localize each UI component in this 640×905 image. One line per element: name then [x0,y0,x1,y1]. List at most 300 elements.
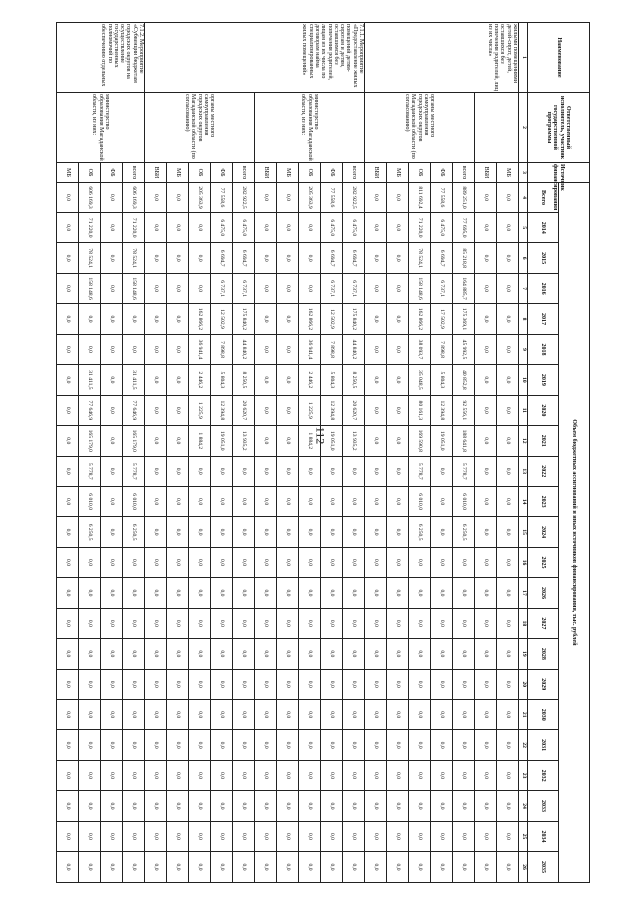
funding-value: 6 737,1 [321,273,343,303]
funding-value: 77 558,6 [431,183,453,213]
funding-value: 5 778,7 [409,456,431,486]
funding-value: 0,0 [167,273,189,303]
funding-value: 0,0 [255,273,277,303]
funding-value: 165 179,0 [79,426,101,456]
funding-value: 0,0 [189,791,211,821]
funding-value: 169 590,8 [409,426,431,456]
funding-value: 0,0 [167,517,189,547]
funding-value: 0,0 [387,334,409,364]
funding-value: 0,0 [475,517,497,547]
funding-value: 0,0 [343,456,365,486]
funding-value: 165 179,0 [123,426,145,456]
funding-value: 0,0 [497,183,519,213]
funding-value: 1 884,2 [299,426,321,456]
header-funding-group: Объем бюджетных ассигнований и иных источников финансирования, тыс. рублей [559,183,590,883]
funding-value: 0,0 [123,852,145,883]
funding-value: 0,0 [321,608,343,638]
funding-value: 17 502,9 [431,304,453,334]
page-number: 112 [313,426,328,445]
funding-value: 0,0 [145,213,167,243]
funding-value: 0,0 [409,852,431,883]
header-name: Наименование [528,23,590,93]
table-row [497,23,519,883]
funding-value: 0,0 [167,547,189,577]
funding-value: 0,0 [365,304,387,334]
funding-value: 5 804,3 [211,365,233,395]
funding-value: 0,0 [211,547,233,577]
funding-value: 0,0 [299,213,321,243]
funding-value: 0,0 [453,700,475,730]
funding-value: 1 884,2 [189,426,211,456]
funding-value: 0,0 [79,578,101,608]
funding-value: 0,0 [343,760,365,790]
funding-value: 0,0 [365,578,387,608]
funding-value: 19 051,0 [211,426,233,456]
funding-value: 0,0 [189,273,211,303]
funding-value: 0,0 [255,395,277,425]
funding-value: 0,0 [101,852,123,883]
funding-value: 0,0 [57,852,79,883]
funding-value: 0,0 [255,608,277,638]
funding-value: 0,0 [233,578,255,608]
funding-value: 0,0 [145,273,167,303]
header-year: 2029 [528,669,559,699]
funding-value: 0,0 [145,456,167,486]
funding-value: 0,0 [475,608,497,638]
funding-value: 0,0 [299,547,321,577]
funding-value: 0,0 [167,639,189,669]
funding-value: 0,0 [299,578,321,608]
funding-value: 0,0 [475,304,497,334]
funding-value: 0,0 [211,639,233,669]
funding-value: 85 218,8 [453,243,475,273]
funding-value: 5 778,7 [453,456,475,486]
funding-value: 0,0 [475,852,497,883]
funding-value: 0,0 [79,821,101,851]
funding-value: 0,0 [167,395,189,425]
funding-value: 0,0 [167,304,189,334]
funding-value: 0,0 [277,700,299,730]
funding-value: 0,0 [255,821,277,851]
column-number: 13 [519,456,528,486]
funding-value: 0,0 [497,243,519,273]
funding-value: 0,0 [365,486,387,516]
funding-value: 0,0 [497,608,519,638]
funding-value: 77 695,0 [453,213,475,243]
funding-value: 12 502,9 [211,304,233,334]
funding-value: 0,0 [233,852,255,883]
funding-value: 0,0 [145,669,167,699]
funding-value: 0,0 [57,821,79,851]
funding-value: 6 475,0 [431,213,453,243]
funding-value: 0,0 [123,669,145,699]
funding-value: 0,0 [475,791,497,821]
funding-value: 13 935,2 [233,426,255,456]
funding-source: ОБ [79,163,101,183]
funding-value: 0,0 [343,791,365,821]
funding-value: 0,0 [211,608,233,638]
header-year: 2032 [528,760,559,790]
funding-value: 0,0 [211,456,233,486]
column-number: 22 [519,730,528,760]
funding-value: 0,0 [167,456,189,486]
funding-value: 162 866,2 [189,304,211,334]
funding-value: 0,0 [343,821,365,851]
funding-value: 282 922,5 [233,183,255,213]
funding-value: 175 840,2 [343,304,365,334]
header-year: 2025 [528,547,559,577]
funding-value: 0,0 [211,517,233,547]
funding-value: 6 250,5 [409,517,431,547]
funding-value: 0,0 [409,578,431,608]
funding-value: 36 941,4 [299,334,321,364]
funding-value: 205 363,9 [189,183,211,213]
funding-value: 0,0 [167,821,189,851]
header-year: 2035 [528,852,559,883]
funding-value: 175 840,2 [233,304,255,334]
funding-value: 0,0 [475,243,497,273]
funding-value: 0,0 [475,213,497,243]
funding-value: 0,0 [233,821,255,851]
funding-value: 0,0 [167,426,189,456]
funding-value: 0,0 [343,730,365,760]
funding-value: 12 394,8 [211,395,233,425]
funding-value: 0,0 [299,852,321,883]
funding-value: 0,0 [79,639,101,669]
funding-value: 77 646,9 [79,395,101,425]
funding-value: 0,0 [497,273,519,303]
funding-value: 0,0 [233,486,255,516]
funding-source: МБ [57,163,79,183]
funding-value: 0,0 [167,486,189,516]
header-year: 2023 [528,486,559,516]
funding-value: 0,0 [343,547,365,577]
funding-value: 0,0 [57,273,79,303]
funding-value: 0,0 [475,578,497,608]
header-year: 2034 [528,821,559,851]
funding-value: 20 620,7 [233,395,255,425]
funding-value: 8 250,5 [233,365,255,395]
funding-value: 0,0 [211,791,233,821]
funding-value: 0,0 [409,608,431,638]
funding-value: 0,0 [277,243,299,273]
funding-source: ОБ [299,163,321,183]
funding-value: 0,0 [233,700,255,730]
header-year: 2019 [528,365,559,395]
funding-value: 0,0 [57,334,79,364]
funding-value: 0,0 [497,760,519,790]
funding-value: 0,0 [299,669,321,699]
responsible-executor: органы местного самоуправления городских округов Магаданской области (по согласованию) [365,93,475,163]
funding-value: 0,0 [233,791,255,821]
funding-value: 77 558,6 [211,183,233,213]
funding-value: 6 010,0 [453,486,475,516]
funding-value: 0,0 [497,517,519,547]
funding-value: 8 250,5 [343,365,365,395]
funding-value: 0,0 [387,456,409,486]
column-number: 16 [519,547,528,577]
header-year: 2016 [528,273,559,303]
funding-value: 71 220,0 [123,213,145,243]
funding-value: 0,0 [277,304,299,334]
funding-value: 0,0 [387,365,409,395]
funding-value: 0,0 [123,730,145,760]
funding-value: 0,0 [475,639,497,669]
funding-value: 6 737,1 [233,273,255,303]
table-row [123,23,145,883]
funding-value: 0,0 [79,852,101,883]
funding-value: 0,0 [211,578,233,608]
funding-value: 0,0 [277,760,299,790]
funding-value: 0,0 [123,821,145,851]
funding-value: 0,0 [211,760,233,790]
funding-value: 0,0 [387,730,409,760]
funding-value: 0,0 [57,365,79,395]
funding-value: 0,0 [387,852,409,883]
funding-value: 0,0 [497,578,519,608]
funding-value: 0,0 [167,183,189,213]
rotated-table-area [20,22,590,882]
funding-value: 92 556,1 [453,395,475,425]
funding-value: 0,0 [189,700,211,730]
funding-value: 0,0 [255,426,277,456]
funding-value: 0,0 [145,547,167,577]
column-number: 8 [519,304,528,334]
funding-value: 0,0 [431,791,453,821]
funding-value: 0,0 [79,760,101,790]
funding-value: 0,0 [321,852,343,883]
column-number: 5 [519,213,528,243]
funding-value: 0,0 [343,852,365,883]
funding-value: 0,0 [145,852,167,883]
funding-value: 0,0 [431,517,453,547]
funding-value: 205 363,9 [299,183,321,213]
funding-value: 0,0 [299,791,321,821]
funding-value: 0,0 [343,639,365,669]
funding-value: 0,0 [277,213,299,243]
funding-value: 0,0 [101,760,123,790]
funding-value: 0,0 [167,213,189,243]
funding-value: 0,0 [79,669,101,699]
funding-value: 0,0 [431,852,453,883]
funding-value: 0,0 [321,517,343,547]
funding-value: 0,0 [475,456,497,486]
funding-value: 0,0 [101,183,123,213]
funding-value: 0,0 [387,183,409,213]
funding-value: 0,0 [277,578,299,608]
funding-value: 0,0 [321,760,343,790]
funding-value: 0,0 [101,639,123,669]
funding-value: 0,0 [101,273,123,303]
funding-value: 0,0 [145,517,167,547]
column-number: 1 [519,23,528,93]
column-number: 7 [519,273,528,303]
funding-value: 0,0 [277,517,299,547]
column-number: 26 [519,852,528,883]
funding-value: 0,0 [387,547,409,577]
funding-value: 0,0 [57,426,79,456]
funding-value: 0,0 [387,760,409,790]
header-year: 2017 [528,304,559,334]
funding-value: 0,0 [189,852,211,883]
funding-value: 0,0 [233,639,255,669]
funding-value: 0,0 [365,669,387,699]
funding-value: 0,0 [409,700,431,730]
funding-value: 0,0 [211,700,233,730]
responsible-executor [475,93,519,163]
funding-value: 0,0 [101,608,123,638]
funding-value: 0,0 [123,304,145,334]
funding-value: 0,0 [101,517,123,547]
responsible-executor: органы местного самоуправления городских округов Магаданской области (по согласованию) [145,93,255,163]
funding-value: 31 411,5 [123,365,145,395]
funding-source: ФБ [431,163,453,183]
funding-value: 1 225,9 [299,395,321,425]
funding-value: 0,0 [277,730,299,760]
funding-value: 158 148,6 [123,273,145,303]
funding-value: 0,0 [431,547,453,577]
funding-value: 0,0 [453,608,475,638]
funding-value: 0,0 [365,273,387,303]
column-number: 3 [519,163,528,183]
funding-value: 0,0 [409,547,431,577]
funding-value: 0,0 [189,608,211,638]
funding-value: 0,0 [189,669,211,699]
funding-value: 71 220,0 [79,213,101,243]
funding-value: 0,0 [123,578,145,608]
funding-value: 12 502,9 [321,304,343,334]
funding-value: 0,0 [233,760,255,790]
funding-value: 0,0 [277,456,299,486]
funding-value: 0,0 [255,730,277,760]
funding-value: 0,0 [497,730,519,760]
funding-value: 0,0 [475,730,497,760]
funding-value: 0,0 [233,456,255,486]
funding-value: 0,0 [365,395,387,425]
funding-value: 0,0 [299,243,321,273]
funding-value: 0,0 [145,334,167,364]
funding-value: 0,0 [431,608,453,638]
funding-value: 0,0 [255,547,277,577]
funding-value: 0,0 [343,517,365,547]
funding-value: 0,0 [321,547,343,577]
funding-value: 0,0 [189,213,211,243]
funding-value: 12 394,8 [431,395,453,425]
funding-value: 6 737,1 [431,273,453,303]
column-number: 24 [519,791,528,821]
program-name: 7.1.1. Мероприятие «Предоставление жилых помещений детям-сиротам и детям, оставшимся без попечения родителей, лицам из их числа по договорам найма специализированных жилых помещений» [145,23,365,93]
funding-value: 0,0 [57,760,79,790]
funding-value: 0,0 [365,365,387,395]
funding-value: 0,0 [321,578,343,608]
funding-value: 0,0 [365,456,387,486]
funding-value: 0,0 [497,486,519,516]
funding-value: 0,0 [145,821,167,851]
funding-value: 0,0 [145,608,167,638]
funding-value: 0,0 [453,578,475,608]
responsible-executor: министерство образования Магаданской области, из них: [255,93,365,163]
funding-value: 0,0 [387,273,409,303]
funding-value: 0,0 [57,243,79,273]
funding-value: 2 446,2 [189,365,211,395]
funding-value: 0,0 [475,821,497,851]
header-year: 2031 [528,730,559,760]
column-number: 25 [519,821,528,851]
funding-value: 0,0 [211,730,233,760]
funding-value: 0,0 [101,547,123,577]
funding-value: 40 852,8 [453,365,475,395]
funding-value: 0,0 [387,486,409,516]
table-row [453,23,475,883]
funding-value: 0,0 [365,334,387,364]
funding-value: 0,0 [277,273,299,303]
funding-value: 0,0 [497,547,519,577]
funding-value: 0,0 [145,760,167,790]
funding-value: 0,0 [365,243,387,273]
funding-value: 0,0 [57,639,79,669]
funding-value: 0,0 [299,700,321,730]
header-year: 2030 [528,700,559,730]
funding-value: 0,0 [101,700,123,730]
funding-value: 7 898,8 [431,334,453,364]
funding-value: 44 840,2 [233,334,255,364]
funding-value: 0,0 [277,547,299,577]
funding-value: 0,0 [431,730,453,760]
header-year: 2028 [528,639,559,669]
funding-value: 0,0 [387,608,409,638]
funding-table [56,22,590,883]
funding-value: 0,0 [497,852,519,883]
funding-value: 0,0 [255,213,277,243]
funding-value: 0,0 [277,639,299,669]
funding-value: 0,0 [167,608,189,638]
funding-source: МБ [387,163,409,183]
funding-value: 0,0 [299,760,321,790]
funding-value: 0,0 [453,730,475,760]
funding-value: 6 250,5 [123,517,145,547]
funding-value: 0,0 [409,760,431,790]
funding-value: 0,0 [497,395,519,425]
funding-value: 0,0 [189,517,211,547]
funding-value: 0,0 [123,791,145,821]
funding-value: 0,0 [453,821,475,851]
funding-value: 0,0 [167,334,189,364]
funding-value: 0,0 [255,183,277,213]
funding-source: МБ [497,163,519,183]
funding-value: 0,0 [255,760,277,790]
funding-value: 78 524,1 [409,243,431,273]
funding-source: ВБИ [365,163,387,183]
program-name: 7.1.2. Мероприятие «Субвенции бюджетам городских округов на осуществление государственных полномочий по обеспечению отдельных [57,23,145,93]
funding-value: 0,0 [365,517,387,547]
header-year: 2014 [528,213,559,243]
funding-value: 0,0 [189,639,211,669]
funding-value: 0,0 [255,700,277,730]
header-year: 2015 [528,243,559,273]
funding-value: 0,0 [299,517,321,547]
funding-value: 0,0 [497,304,519,334]
funding-value: 0,0 [79,334,101,364]
funding-value: 6 737,1 [211,273,233,303]
column-number: 10 [519,365,528,395]
funding-value: 0,0 [57,669,79,699]
funding-value: 0,0 [475,334,497,364]
funding-value: 77 558,6 [321,183,343,213]
column-number: 9 [519,334,528,364]
funding-value: 0,0 [475,486,497,516]
funding-value: 0,0 [497,821,519,851]
funding-value: 0,0 [145,304,167,334]
